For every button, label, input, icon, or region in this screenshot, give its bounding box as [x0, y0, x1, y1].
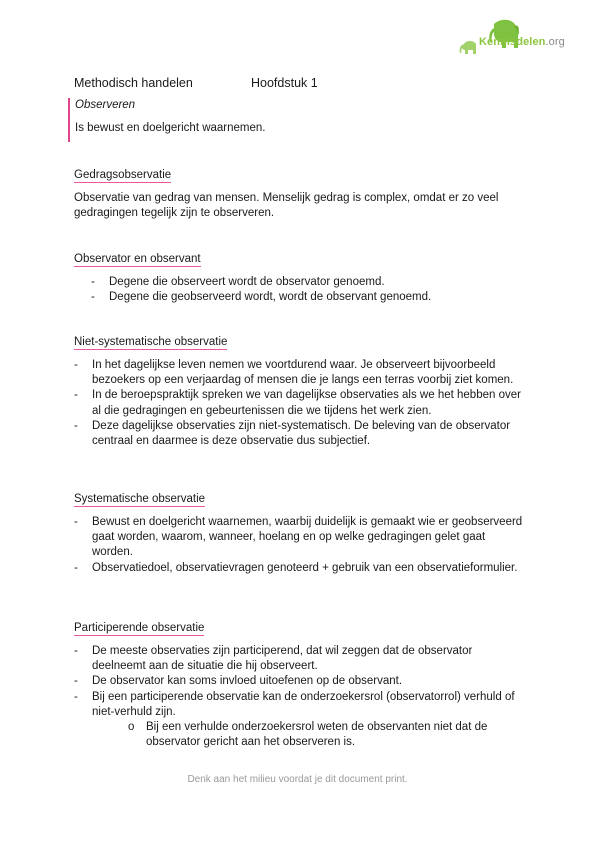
list-item: - Observatiedoel, observatievragen genoteerd + gebruik van een observatieformulier.	[74, 561, 518, 574]
sub-list-item: o Bij een verhulde onderzoekersrol weten de observanten niet dat de observator gericht aan het observeren is.	[128, 721, 488, 749]
page-footer: Denk aan het milieu voordat je dit document print.	[187, 774, 408, 785]
section-paragraph: Observatie van gedrag van mensen. Menselijk gedrag is complex, omdat er zo veel gedragingen tegelijk zijn te observeren.	[74, 192, 499, 220]
list-item: - In het dagelijkse leven nemen we voortdurend waar. Je observeert bijvoorbeeld bezoekers op een verjaardag of mensen die je langs een terras voorbij ziet komen.	[74, 359, 514, 387]
definition-text: Is bewust en doelgericht waarnemen.	[75, 122, 266, 134]
section-heading: Systematische observatie	[74, 493, 206, 505]
section-heading: Participerende observatie	[74, 622, 205, 634]
definition-block	[68, 98, 548, 142]
list-item: - Bewust en doelgericht waarnemen, waarbij duidelijk is gemaakt wie er geobserveerd gaat worden, waarom, wanneer, hoelang en op welke gedragingen gelet gaat worden.	[74, 516, 523, 559]
list-item: - De observator kan soms invloed uitoefenen op de observant.	[74, 675, 403, 688]
bullet-list	[74, 515, 529, 576]
list-item: - De meeste observaties zijn participerend, dat wil zeggen dat de observator deelneemt aan de situatie die hij observeert.	[74, 645, 473, 673]
bullet-list	[91, 275, 531, 305]
definition-term: Observeren	[75, 99, 136, 111]
list-item: - Bij een participerende observatie kan de onderzoekersrol (observatorrol) verhuld of niet-verhuld zijn.	[74, 690, 515, 718]
list-item: - Degene die geobserveerd wordt, wordt de observant genoemd.	[91, 291, 432, 304]
bullet-list	[74, 358, 529, 449]
section-heading: Observator en observant	[74, 253, 201, 265]
section-heading: Gedragsobservatie	[74, 169, 172, 181]
list-item: - In de beroepspraktijk spreken we van dagelijkse observaties als we het hebben over al die gedragingen en gebeurtenissen die we tijdens het werk zien.	[74, 389, 521, 417]
list-item: - Deze dagelijkse observaties zijn niet-systematisch. De beleving van de observator centraal en daarmee is deze observatie dus subjectief.	[74, 419, 511, 448]
bullet-list	[74, 644, 529, 720]
circle-bullet-icon: o	[128, 721, 135, 733]
logo-text: Kennisdelen.org	[479, 36, 565, 48]
list-item: - Degene die observeert wordt de observator genoemd.	[91, 276, 385, 288]
section-heading: Niet-systematische observatie	[74, 336, 228, 348]
course-title: Methodisch handelen	[74, 76, 193, 90]
kennisdelen-logo[interactable]	[456, 16, 576, 60]
chapter-title: Hoofdstuk 1	[251, 76, 318, 90]
